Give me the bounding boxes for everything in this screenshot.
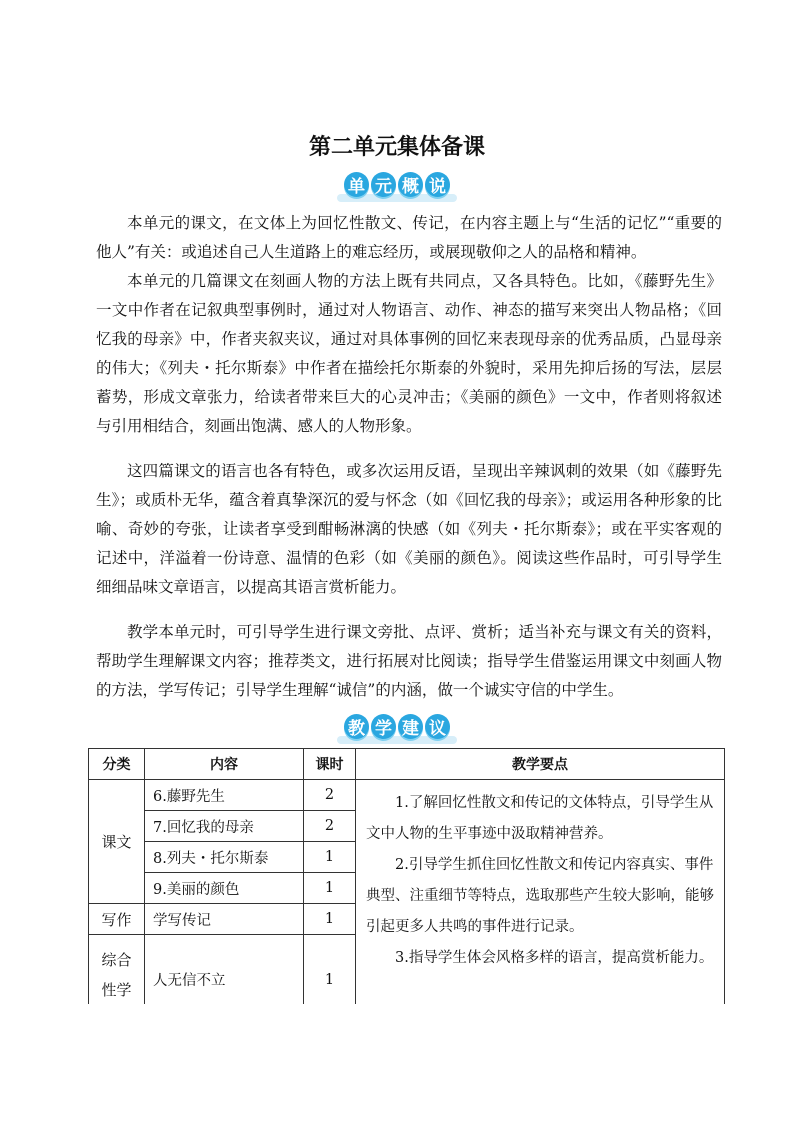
key-point: 3.指导学生体会风格多样的语言，提高赏析能力。 [395, 950, 714, 966]
section-banner-suggestions [0, 714, 794, 748]
content-cell: 8.列夫・托尔斯泰 [145, 842, 304, 873]
section-banner-overview [0, 172, 794, 206]
hours-cell: 1 [304, 935, 356, 1025]
hours-cell: 1 [304, 904, 356, 935]
category-cell: 写作 [89, 904, 145, 935]
key-point: 1.了解回忆性散文和传记的文体特点，引导学生从文中人物的生平事迹中汲取精神营养。 [366, 795, 714, 842]
hours-cell: 2 [304, 780, 356, 811]
header-hours: 课时 [304, 749, 356, 780]
banner-char: 建 [398, 714, 423, 739]
content-cell: 6.藤野先生 [145, 780, 304, 811]
banner-char: 元 [371, 172, 396, 197]
key-points-cell [356, 780, 725, 1025]
table-row [89, 780, 725, 811]
banner-char: 议 [425, 714, 450, 739]
content-cell: 人无信不立 [145, 935, 304, 1025]
hours-cell: 1 [304, 842, 356, 873]
page-title: 第二单元集体备课 [308, 135, 485, 160]
teaching-plan-table [88, 748, 725, 1025]
banner-char: 教 [344, 714, 369, 739]
banner-char: 单 [344, 172, 369, 197]
page-bottom-margin [0, 1004, 794, 1123]
hours-cell: 1 [304, 873, 356, 904]
key-point: 2.引导学生抓住回忆性散文和传记内容真实、事件典型、注重细节等特点，选取那些产生较大影响，能够引起更多人共鸣的事件进行记录。 [366, 857, 714, 935]
paragraph-4: 教学本单元时，可引导学生进行课文旁批、点评、赏析；适当补充与课文有关的资料，帮助学生理解课文内容；推荐类文，进行拓展对比阅读；指导学生借鉴运用课文中刻画人物的方法，学写传记；引导学生理解“诚信”的内涵，做一个诚实守信的中学生。 [96, 623, 722, 699]
content-cell: 学写传记 [145, 904, 304, 935]
header-key-points: 教学要点 [356, 749, 725, 780]
category-cell: 课文 [89, 780, 145, 904]
banner-char: 概 [398, 172, 423, 197]
content-cell: 9.美丽的颜色 [145, 873, 304, 904]
paragraph-1: 本单元的课文，在文体上为回忆性散文、传记，在内容主题上与“生活的记忆”“重要的他人”有关：或追述自己人生道路上的难忘经历，或展现敬仰之人的品格和精神。 [96, 214, 722, 261]
hours-cell: 2 [304, 811, 356, 842]
header-category: 分类 [89, 749, 145, 780]
paragraph-3: 这四篇课文的语言也各有特色，或多次运用反语，呈现出辛辣讽刺的效果（如《藤野先生》；或质朴无华，蕴含着真挚深沉的爱与怀念（如《回忆我的母亲》；或运用各种形象的比喻、奇妙的夸张，让读者享受到酣畅淋漓的快感（如《列夫・托尔斯泰》；或在平实客观的记述中，洋溢着一份诗意、温情的色彩（如《美丽的颜色》。阅读这些作品时，可引导学生细细品味文章语言，以提高其语言赏析能力。 [96, 462, 722, 596]
content-cell: 7.回忆我的母亲 [145, 811, 304, 842]
banner-char: 说 [425, 172, 450, 197]
table-header-row [89, 749, 725, 780]
banner-char: 学 [371, 714, 396, 739]
header-content: 内容 [145, 749, 304, 780]
paragraph-2: 本单元的几篇课文在刻画人物的方法上既有共同点，又各具特色。比如，《藤野先生》一文中作者在记叙典型事例时，通过对人物语言、动作、神态的描写来突出人物品格；《回忆我的母亲》中，作者夹叙夹议，通过对具体事例的回忆来表现母亲的优秀品质，凸显母亲的伟大；《列夫・托尔斯泰》中作者在描绘托尔斯泰的外貌时，采用先抑后扬的写法，层层蓄势，形成文章张力，给读者带来巨大的心灵冲击；《美丽的颜色》一文中，作者则将叙述与引用相结合，刻画出饱满、感人的人物形象。 [96, 272, 722, 435]
category-cell: 综合性学 [89, 935, 145, 1025]
